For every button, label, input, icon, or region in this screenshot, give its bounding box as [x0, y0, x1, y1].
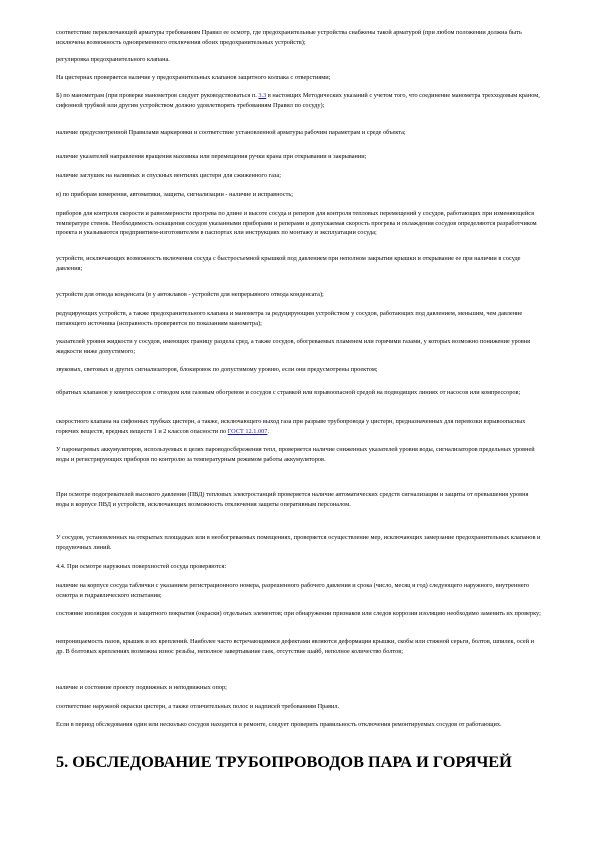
paragraph-reducing-devices: редуцирующих устройств, а также предохранительного клапана и манометра за редуцирующим устройством у сосудов, работающих под давлением, меньшим, чем давление питающего источника (исправность проверяется по показаниям манометра);: [56, 310, 523, 327]
paragraph-repair: Если в период обследования один или несколько сосудов находятся в ремонте, следует проверить правильность отключения ремонтируемых сосудов от работающих.: [56, 721, 502, 728]
paragraph-tightness: непроницаемость пазов, крышек и их креплений. Наиболее часто встречающимися дефектами являются деформация крышки, скобы или стяжной серьги, болтов, шпилек, осей и др. В болтовых креплениях возможна износ резьбы, неполное завертывание гаек, отсутствие шайб, неполное количество болтов;: [56, 638, 534, 655]
paragraph-insulation: состояние изоляции сосудов и защитного покрытия (окраски) отдельных элементов; при обнаружении признаков или следов коррозии изоляцию необходимо заменить их проверку;: [56, 610, 541, 617]
paragraph-nameplate: наличие на корпусе сосуда таблички с указанием регистрационного номера, разрешенного рабочего давления и срока (число, месяц и год) следующего наружного, внутреннего осмотра и гидравлического испытания;: [56, 582, 530, 599]
paragraph-4-4: 4.4. При осмотре наружных поверхностей сосуда проверяются:: [56, 563, 227, 570]
paragraph-supports: наличие и состояние проекту подвижных и неподвижных опор;: [56, 684, 227, 691]
speed-valve-text: скоростного клапана на сифонных трубках цистерн, а также, исключающего выход газа при разрыве трубопровода у цистерн, предназначенных для перевозки взрывоопасных горючих веществ, вредных веществ 1 и 2 классов опасности по: [56, 418, 526, 435]
paragraph-level-indicators: указателей уровня жидкости у сосудов, имеющих границу раздела сред, а также сосудов, обогреваемых пламенем или горячими газами, у которых возможно понижение уровня жидкости ниже допустимого;: [56, 338, 531, 355]
paragraph-rotation-indicators: наличие указателей направления вращения маховика или перемещения ручки крана при открывании и закрывании;: [56, 153, 367, 160]
paragraph-accumulators: У паронагревых аккумуляторов, используемых в целях пароводосбережения тепл, проверяется наличие сниженных указателей уровня воды, сигнализаторов предельных уровней воды и регистрирующих приборов по контролю за температурным режимом работы аккумуляторов.: [56, 446, 535, 463]
paragraph-check-valves: обратных клапанов у компрессоров с отводом или газовым обогревом и сосудов с стравкой или взрывоопасной средой на подводящих линиях от насосов или компрессоров;: [56, 389, 521, 396]
paragraph-heating-control: приборов для контроля скорости и равномерности прогрева по длине и высоте сосуда и реперов для контроля тепловых перемещений у сосудов, работающих при изменяющейся температуре стенок. Необходимость оснащения сосудов указанными приборами и реперами и допускаемая скорость прогрева и охлаждения сосудов определяются разработчиком проекта и указываются предприятием-изготовителем в паспортах или инструкциях по монтажу и эксплуатации сосуда;: [56, 210, 537, 236]
paragraph-valve-adjustment: регулировка предохранительного клапана.: [56, 56, 170, 63]
paragraph-manometers: [56, 91, 543, 110]
manometers-text-end: в настоящих Методических указаний с учетом того, что соединение манометра трехходовым краном, сифонной трубкой или другим устройством должно удовлетворять требованиям Правил по сосуду);: [56, 92, 540, 109]
paragraph-signalling: звуковых, световых и других сигнализаторов, блокировок по допустимому уровню, если они предусмотрены проектом;: [56, 366, 378, 373]
paragraph-tank-cap: На цистернах проверяется наличие у предохранительных клапанов защитного колпака с отверстиями;: [56, 74, 331, 81]
paragraph-pvd: При осмотре подогревателей высокого давления (ПВД) тепловых электростанций проверяется наличие автоматических средств сигнализации и защиты от превышения уровня воды в корпусе ПВД и устройств, исключающих возможность отключения защиты оперативным персоналом.: [56, 491, 529, 508]
speed-valve-end: .: [267, 427, 270, 435]
paragraph-plugs: наличие заглушек на наливных и спускных вентилях цистерн для сжиженного газа;: [56, 172, 281, 179]
paragraph-condensate: устройств для отвода конденсата (в у автоклавов - устройств для непрерывного отвода конденсата);: [56, 291, 324, 298]
section-heading: 5. ОБСЛЕДОВАНИЕ ТРУБОПРОВОДОВ ПАРА И ГОРЯЧЕЙ: [56, 752, 512, 771]
paragraph-freezing: У сосудов, установленных на открытых площадках или в необогреваемых помещениях, проверяется осуществление мер, исключающих замерзание предохранительных клапанов и продувочных линий.: [56, 534, 541, 551]
paragraph-quick-lid: устройств, исключающих возможность включения сосуда с быстросъемной крышкой под давлением при неполном закрытии крышки и открывание ее при наличии в сосуде давления;: [56, 255, 521, 272]
paragraph-switch-valve: соответствие переключающей арматуры требованиям Правил ее осмотр, где предохранительные устройства снабжены такой арматурой (при любом положении должна быть исключена возможность одновременного отключения обоих предохранительных устройств);: [56, 29, 522, 46]
paragraph-instruments: в) по приборам измерения, автоматики, защиты, сигнализации - наличие и исправность;: [56, 191, 293, 198]
paragraph-speed-valve: [56, 417, 543, 436]
clause-link[interactable]: 3.3: [258, 92, 267, 99]
gost-link[interactable]: ГОСТ 12.1.007: [227, 427, 268, 435]
paragraph-painting: соответствие наружной окраски цистерн, а также отличительных полос и надписей требованиям Правил.: [56, 703, 340, 710]
manometers-text-start: Б) по манометрам (при проверке манометров следует руководствоваться п.: [56, 92, 259, 99]
paragraph-marking: наличие предусмотренной Правилами маркировки и соответствие установленной арматуры рабочим параметрам и среде объекта;: [56, 129, 406, 136]
